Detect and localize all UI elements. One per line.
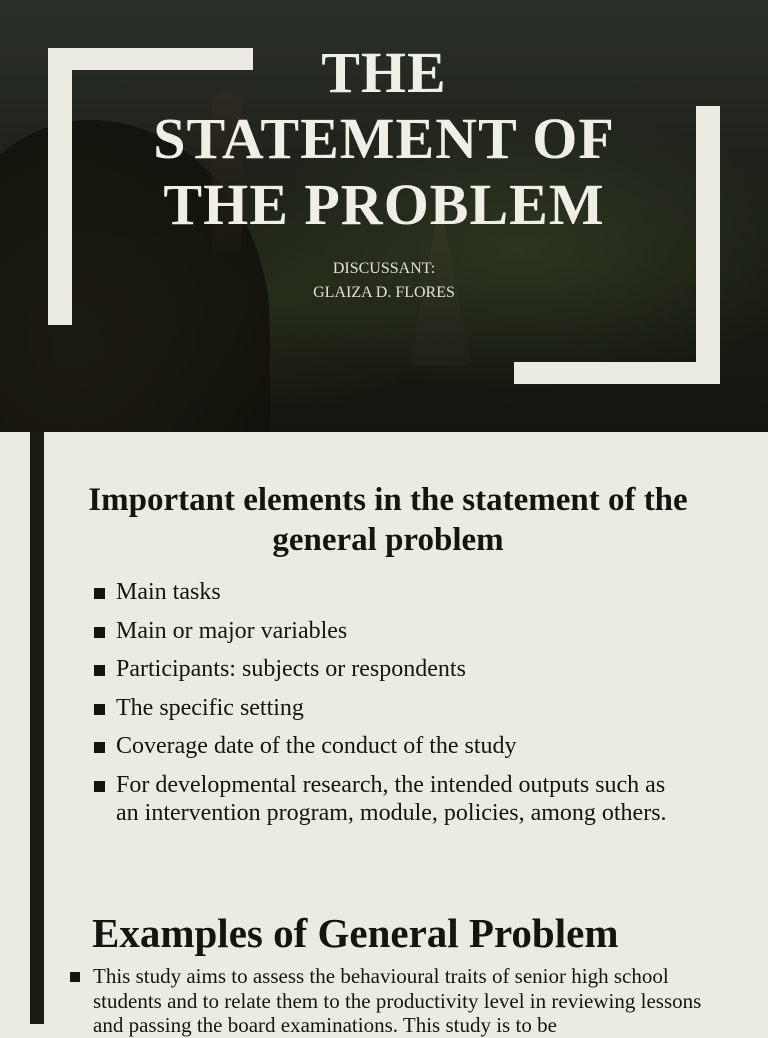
list-item-text: Participants: subjects or respondents bbox=[116, 656, 466, 682]
list-item-text: The specific setting bbox=[116, 694, 304, 721]
slide-title-line: STATEMENT OF bbox=[153, 106, 615, 171]
square-bullet-icon bbox=[94, 665, 105, 676]
bullet-list bbox=[68, 964, 718, 1038]
list-item bbox=[92, 655, 692, 684]
slide-title-line: THE bbox=[321, 40, 447, 105]
square-bullet-icon bbox=[94, 742, 105, 753]
slide-heading: Important elements in the statement of the general problem bbox=[88, 482, 688, 558]
slide-title-line: THE PROBLEM bbox=[163, 172, 605, 237]
decorative-bracket-right bbox=[696, 106, 720, 384]
list-item bbox=[92, 617, 692, 646]
list-item bbox=[92, 578, 692, 607]
list-item-text: Main or major variables bbox=[116, 617, 348, 644]
slide-title bbox=[110, 40, 658, 238]
square-bullet-icon bbox=[94, 588, 105, 599]
list-item-text: This study aims to assess the behavioural traits of senior high school students and to relate them to the productivity level in reviewing lessons and passing the board examinations. This study is to be bbox=[93, 964, 702, 1037]
list-item-text: Coverage date of the conduct of the study bbox=[116, 733, 517, 759]
list-item bbox=[68, 964, 718, 1038]
list-item bbox=[92, 771, 692, 828]
list-item-text: Main tasks bbox=[116, 579, 221, 605]
slide-side-bar bbox=[30, 432, 44, 864]
discussant-name: GLAIZA D. FLORES bbox=[313, 284, 455, 301]
square-bullet-icon bbox=[94, 781, 105, 792]
square-bullet-icon bbox=[94, 704, 105, 715]
square-bullet-icon bbox=[70, 972, 80, 982]
list-item bbox=[92, 732, 692, 761]
title-slide bbox=[0, 0, 768, 432]
slide-heading: Examples of General Problem bbox=[92, 910, 619, 956]
bullet-list bbox=[92, 578, 692, 838]
decorative-bracket-right-bottom bbox=[514, 362, 720, 384]
square-bullet-icon bbox=[94, 627, 105, 638]
examples-slide bbox=[0, 864, 768, 1037]
elements-slide bbox=[0, 432, 768, 864]
list-item bbox=[92, 694, 692, 723]
list-item-text: For developmental research, the intended outputs such as an intervention program, module, policies, among others. bbox=[116, 771, 667, 826]
discussant-label: DISCUSSANT: bbox=[332, 260, 436, 277]
slide-side-bar bbox=[30, 864, 44, 1024]
